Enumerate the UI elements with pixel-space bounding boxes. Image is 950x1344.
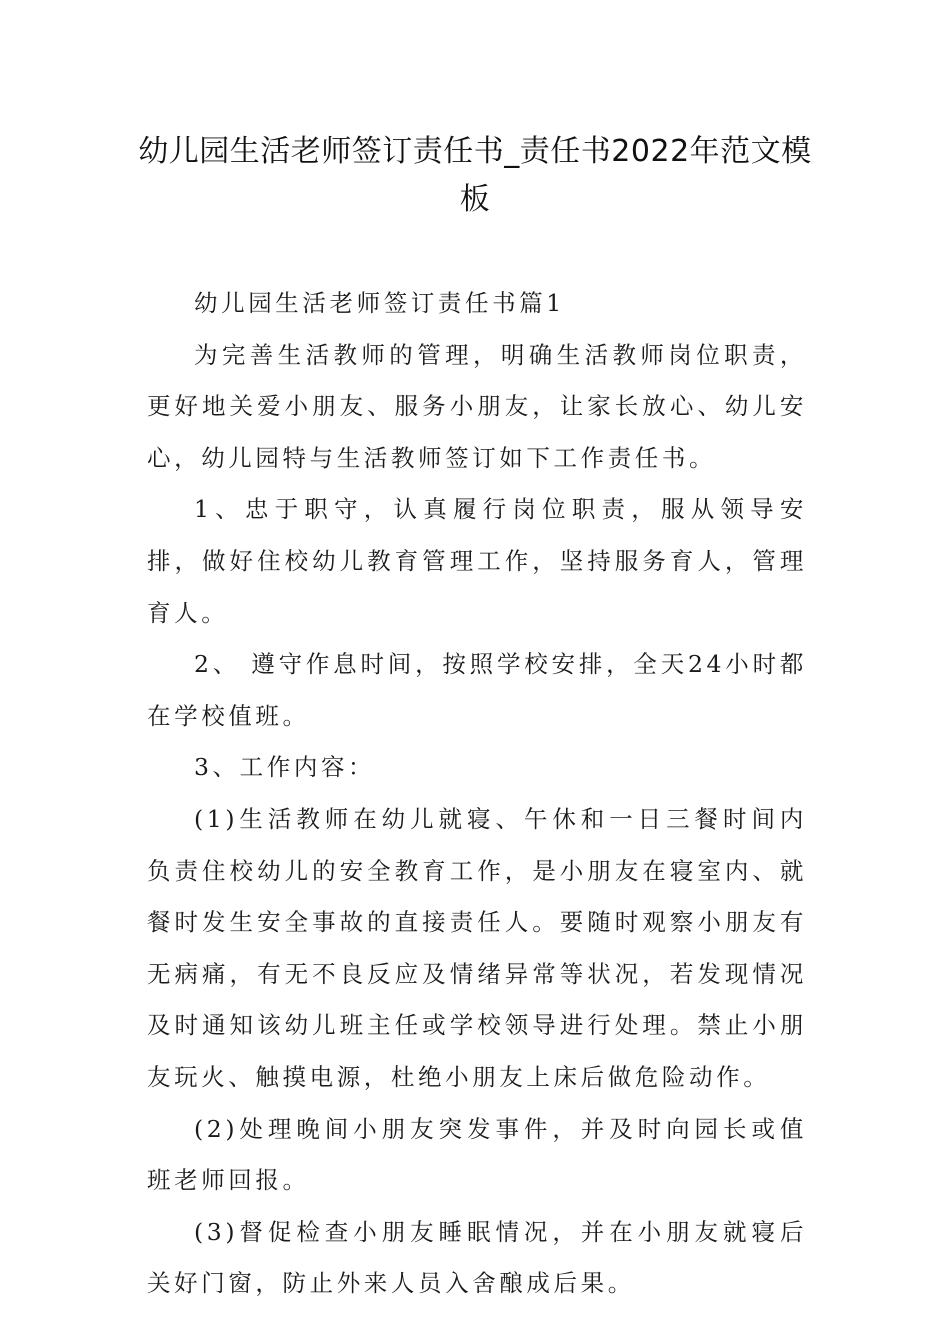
- paragraph-item-3: 3、工作内容：: [194, 753, 376, 782]
- paragraph-item-1: 1、忠于职守，认真履行岗位职责，服从领导安排，做好住校幼儿教育管理工作，坚持服务育人，管理育人。: [147, 495, 807, 627]
- paragraph-item-2: 2、 遵守作息时间，按照学校安排，全天24小时都在学校值班。: [147, 650, 807, 730]
- paragraph-subitem-2: (2)处理晚间小朋友突发事件，并及时向园长或值班老师回报。: [147, 1114, 807, 1195]
- paragraph-subitem-1: (1)生活教师在幼儿就寝、午休和一日三餐时间内负责住校幼儿的安全教育工作，是小朋友在寝室内、就餐时发生安全事故的直接责任人。要随时观察小朋友有无病痛，有无不良反应及情绪异常等状况，若发现情况及时通知该幼儿班主任或学校领导进行处理。禁止小朋友玩火、触摸电源，杜绝小朋友上床后做危险动作。: [147, 804, 807, 1091]
- paragraph-intro: 为完善生活教师的管理，明确生活教师岗位职责，更好地关爱小朋友、服务小朋友，让家长放心、幼儿安心，幼儿园特与生活教师签订如下工作责任书。: [147, 340, 807, 472]
- section-heading: 幼儿园生活老师签订责任书篇1: [194, 289, 565, 317]
- document-body: [147, 278, 807, 1310]
- document-title: 幼儿园生活老师签订责任书_责任书2022年范文模板: [138, 134, 812, 217]
- paragraph-subitem-3: (3)督促检查小朋友睡眠情况，并在小朋友就寝后关好门窗，防止外来人员入舍酿成后果。: [147, 1217, 807, 1298]
